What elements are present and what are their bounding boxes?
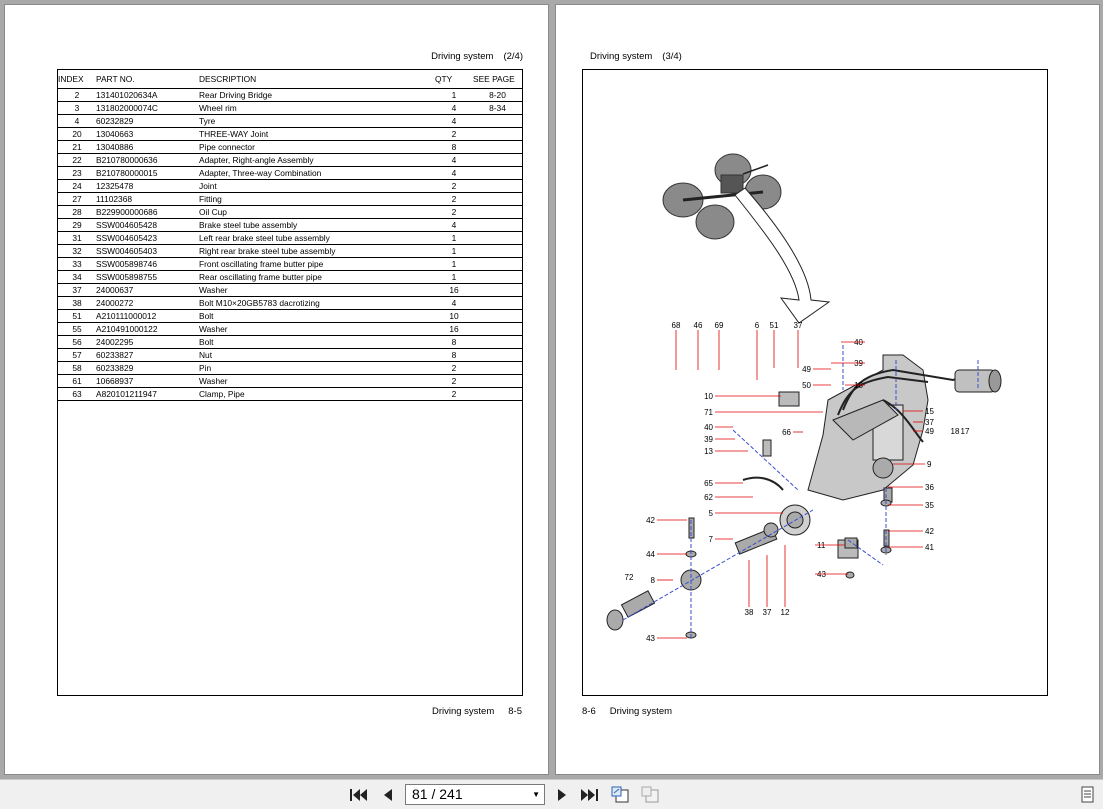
qty-cell: 16 [435, 284, 473, 297]
callout-label: 6 [754, 321, 760, 330]
first-page-button[interactable] [347, 785, 369, 805]
callout-72 [625, 573, 634, 582]
qty-cell: 2 [435, 128, 473, 141]
callout-label: 71 [704, 408, 713, 417]
see-page-cell [473, 128, 522, 141]
callout-label: 36 [925, 483, 934, 492]
qty-cell: 1 [435, 245, 473, 258]
qty-cell: 8 [435, 336, 473, 349]
table-row [58, 115, 522, 128]
see-page-cell [473, 362, 522, 375]
index-cell: 56 [58, 336, 96, 349]
index-cell: 34 [58, 271, 96, 284]
page-number-field[interactable] [405, 784, 545, 805]
part-no-cell: 12325478 [96, 180, 199, 193]
callout-label: 18 [950, 427, 960, 436]
table-row [58, 271, 522, 284]
table-row [58, 180, 522, 193]
table-row [58, 154, 522, 167]
document-properties-button[interactable] [1077, 785, 1099, 805]
callout-label: 15 [925, 407, 934, 416]
callout-49 [802, 365, 831, 374]
description-cell: Oil Cup [199, 206, 435, 219]
callout-label: 42 [925, 527, 934, 536]
table-row [58, 141, 522, 154]
callout-12 [781, 545, 790, 617]
callout-label: 49 [802, 365, 811, 374]
part-no-cell: 11102368 [96, 193, 199, 206]
column-header-description: DESCRIPTION [199, 70, 435, 89]
document-icon [1081, 786, 1095, 804]
see-page-cell [473, 193, 522, 206]
part-no-cell: SSW005898746 [96, 258, 199, 271]
description-cell: Bolt [199, 310, 435, 323]
viewer-toolbar [0, 779, 1103, 809]
callout-43 [815, 570, 848, 579]
callout-label: 69 [714, 321, 724, 330]
see-page-cell [473, 297, 522, 310]
callout-label: 40 [704, 423, 713, 432]
see-page-cell [473, 245, 522, 258]
page-header [590, 51, 682, 62]
callout-label: 41 [925, 543, 934, 552]
description-cell: Front oscillating frame butter pipe [199, 258, 435, 271]
footer-title: Driving system [609, 706, 673, 717]
index-cell: 63 [58, 388, 96, 401]
callout-38 [745, 560, 754, 617]
index-cell: 31 [58, 232, 96, 245]
table-row [58, 336, 522, 349]
see-page-cell [473, 167, 522, 180]
see-page-cell [473, 388, 522, 401]
index-cell: 38 [58, 297, 96, 310]
previous-page-icon [381, 787, 395, 803]
part-no-cell: SSW005898755 [96, 271, 199, 284]
parts-table-frame [57, 69, 523, 696]
see-page-cell [473, 284, 522, 297]
table-header-row [58, 70, 522, 89]
callout-42 [888, 527, 934, 536]
part-no-cell: A820101211947 [96, 388, 199, 401]
index-cell: 4 [58, 115, 96, 128]
callout-label: 5 [708, 509, 713, 518]
callout-50 [802, 381, 831, 390]
callout-label: 10 [704, 392, 713, 401]
callout-label: 66 [782, 428, 791, 437]
chevron-down-icon: ▼ [532, 790, 540, 799]
see-page-cell [473, 206, 522, 219]
two-page-view-icon [640, 786, 660, 804]
page-footer [432, 706, 522, 717]
qty-cell: 4 [435, 154, 473, 167]
table-row [58, 167, 522, 180]
callout-label: 35 [925, 501, 934, 510]
part-no-cell: 60233827 [96, 349, 199, 362]
header-page: (3/4) [662, 51, 682, 62]
description-cell: Fitting [199, 193, 435, 206]
qty-cell: 1 [435, 258, 473, 271]
description-cell: Pin [199, 362, 435, 375]
table-row [58, 362, 522, 375]
qty-cell: 4 [435, 102, 473, 115]
description-cell: Bolt [199, 336, 435, 349]
part-no-cell: 60233829 [96, 362, 199, 375]
header-page: (2/4) [503, 51, 523, 62]
index-cell: 33 [58, 258, 96, 271]
description-cell: Joint [199, 180, 435, 193]
table-row [58, 310, 522, 323]
description-cell: Washer [199, 323, 435, 336]
part-no-cell: 131401020634A [96, 89, 199, 102]
fit-page-icon [610, 786, 630, 804]
callout-41 [888, 543, 934, 552]
right-page [555, 4, 1100, 775]
callout-label: 12 [780, 608, 790, 617]
callout-7 [709, 535, 733, 544]
callout-label: 37 [762, 608, 772, 617]
table-row [58, 245, 522, 258]
table-row [58, 284, 522, 297]
qty-cell: 4 [435, 115, 473, 128]
fitting-assembly [763, 392, 799, 456]
fit-page-button[interactable] [609, 785, 631, 805]
direction-arrow [735, 188, 829, 323]
description-cell: Tyre [199, 115, 435, 128]
callout-71 [704, 408, 823, 417]
qty-cell: 10 [435, 310, 473, 323]
qty-cell: 4 [435, 219, 473, 232]
description-cell: Washer [199, 375, 435, 388]
index-cell: 20 [58, 128, 96, 141]
callout-40 [704, 423, 733, 432]
callout-39 [704, 435, 735, 444]
exploded-diagram-frame [582, 69, 1048, 696]
part-no-cell: B229900000686 [96, 206, 199, 219]
callout-62 [704, 493, 753, 502]
index-cell: 57 [58, 349, 96, 362]
qty-cell: 1 [435, 89, 473, 102]
footer-page: 8-5 [508, 706, 522, 717]
part-no-cell: 13040886 [96, 141, 199, 154]
see-page-cell [473, 219, 522, 232]
index-cell: 32 [58, 245, 96, 258]
index-cell: 21 [58, 141, 96, 154]
index-cell: 2 [58, 89, 96, 102]
part-no-cell: A210491000122 [96, 323, 199, 336]
page-header [5, 51, 523, 62]
description-cell: Washer [199, 284, 435, 297]
qty-cell: 2 [435, 193, 473, 206]
index-cell: 37 [58, 284, 96, 297]
index-cell: 24 [58, 180, 96, 193]
part-no-cell: SSW004605423 [96, 232, 199, 245]
description-cell: Rear oscillating frame butter pipe [199, 271, 435, 284]
callout-label: 7 [708, 535, 713, 544]
callout-label: 44 [646, 550, 655, 559]
index-cell: 3 [58, 102, 96, 115]
header-title: Driving system [590, 51, 653, 62]
callout-label: 11 [817, 541, 826, 550]
callout-label: 18 [854, 381, 863, 390]
callout-label: 37 [925, 418, 934, 427]
description-cell: Clamp, Pipe [199, 388, 435, 401]
description-cell: Adapter, Right-angle Assembly [199, 154, 435, 167]
last-page-button[interactable] [579, 785, 601, 805]
first-page-icon [348, 787, 368, 803]
qty-cell: 2 [435, 388, 473, 401]
part-no-cell: B210780000636 [96, 154, 199, 167]
callout-43 [646, 634, 687, 643]
index-cell: 55 [58, 323, 96, 336]
next-page-button[interactable] [551, 785, 573, 805]
footer-title: Driving system [431, 706, 495, 717]
callout-label: 43 [817, 570, 826, 579]
callout-label: 65 [704, 479, 713, 488]
part-no-cell: 24000272 [96, 297, 199, 310]
qty-cell: 2 [435, 206, 473, 219]
qty-cell: 4 [435, 297, 473, 310]
callout-13 [704, 447, 748, 456]
callout-69 [715, 321, 724, 370]
part-no-cell: 131802000074C [96, 102, 199, 115]
callout-18 [951, 427, 960, 436]
callout-label: 68 [671, 321, 681, 330]
callout-10 [704, 392, 781, 401]
table-row [58, 297, 522, 310]
callout-65 [704, 479, 743, 488]
callout-label: 13 [704, 447, 713, 456]
last-page-icon [580, 787, 600, 803]
part-no-cell: A210111000012 [96, 310, 199, 323]
index-cell: 27 [58, 193, 96, 206]
description-cell: Nut [199, 349, 435, 362]
qty-cell: 2 [435, 375, 473, 388]
callout-36 [888, 483, 934, 492]
table-row [58, 193, 522, 206]
callout-40 [841, 338, 865, 347]
see-page-cell [473, 310, 522, 323]
index-cell: 23 [58, 167, 96, 180]
callout-label: 42 [646, 516, 655, 525]
see-page-cell [473, 141, 522, 154]
part-no-cell: 24002295 [96, 336, 199, 349]
callout-6 [755, 321, 760, 380]
column-header-part-no: PART NO. [96, 70, 199, 89]
see-page-cell [473, 349, 522, 362]
callout-39 [831, 359, 865, 368]
description-cell: Wheel rim [199, 102, 435, 115]
qty-cell: 16 [435, 323, 473, 336]
qty-cell: 8 [435, 141, 473, 154]
table-row [58, 323, 522, 336]
column-header-see-page: SEE PAGE [473, 70, 522, 89]
previous-page-button[interactable] [377, 785, 399, 805]
table-row [58, 102, 522, 115]
two-page-view-button[interactable] [639, 785, 661, 805]
qty-cell: 4 [435, 167, 473, 180]
exploded-diagram [583, 70, 1047, 695]
description-cell: Left rear brake steel tube assembly [199, 232, 435, 245]
table-row [58, 219, 522, 232]
callout-label: 40 [854, 338, 863, 347]
qty-cell: 2 [435, 362, 473, 375]
index-cell: 29 [58, 219, 96, 232]
see-page-cell [473, 258, 522, 271]
see-page-cell [473, 323, 522, 336]
callout-37 [763, 555, 772, 617]
callout-68 [672, 321, 681, 370]
page-footer [582, 706, 672, 717]
callout-17 [961, 427, 970, 436]
callout-label: 62 [704, 493, 713, 502]
callout-label: 43 [646, 634, 655, 643]
table-row [58, 232, 522, 245]
callout-66 [782, 428, 803, 437]
qty-cell: 1 [435, 271, 473, 284]
part-no-cell: SSW004605428 [96, 219, 199, 232]
table-row [58, 258, 522, 271]
part-no-cell: 10668937 [96, 375, 199, 388]
part-no-cell: 60232829 [96, 115, 199, 128]
see-page-cell: 8-34 [473, 102, 522, 115]
index-cell: 22 [58, 154, 96, 167]
description-cell: Brake steel tube assembly [199, 219, 435, 232]
see-page-cell [473, 154, 522, 167]
callout-label: 39 [704, 435, 713, 444]
see-page-cell [473, 180, 522, 193]
table-row [58, 128, 522, 141]
footer-page: 8-6 [582, 706, 596, 717]
description-cell: Right rear brake steel tube assembly [199, 245, 435, 258]
qty-cell: 1 [435, 232, 473, 245]
description-cell: Pipe connector [199, 141, 435, 154]
callout-label: 49 [925, 427, 934, 436]
next-page-icon [555, 787, 569, 803]
table-row [58, 388, 522, 401]
index-cell: 51 [58, 310, 96, 323]
index-cell: 28 [58, 206, 96, 219]
callout-44 [646, 550, 687, 559]
part-no-cell: 13040663 [96, 128, 199, 141]
qty-cell: 2 [435, 180, 473, 193]
callout-label: 50 [802, 381, 811, 390]
see-page-cell [473, 336, 522, 349]
see-page-cell [473, 271, 522, 284]
part-no-cell: B210780000015 [96, 167, 199, 180]
parts-table [58, 70, 522, 401]
callout-label: 37 [793, 321, 803, 330]
callout-8 [651, 576, 673, 585]
table-row [58, 349, 522, 362]
callout-37 [794, 321, 803, 368]
callout-46 [694, 321, 703, 370]
see-page-cell [473, 115, 522, 128]
see-page-cell [473, 232, 522, 245]
index-cell: 58 [58, 362, 96, 375]
description-cell: THREE-WAY Joint [199, 128, 435, 141]
table-row [58, 375, 522, 388]
callout-51 [770, 321, 779, 368]
see-page-cell [473, 375, 522, 388]
description-cell: Adapter, Three-way Combination [199, 167, 435, 180]
callout-label: 51 [769, 321, 779, 330]
table-row [58, 206, 522, 219]
header-title: Driving system [431, 51, 494, 62]
callout-35 [888, 501, 934, 510]
left-page [4, 4, 549, 775]
callout-label: 8 [650, 576, 655, 585]
qty-cell: 8 [435, 349, 473, 362]
index-cell: 61 [58, 375, 96, 388]
see-page-cell: 8-20 [473, 89, 522, 102]
callout-label: 9 [927, 460, 932, 469]
callout-label: 72 [624, 573, 634, 582]
column-header-index: INDEX [58, 70, 96, 89]
parts-table-body [58, 89, 522, 401]
callout-label: 17 [960, 427, 970, 436]
description-cell: Rear Driving Bridge [199, 89, 435, 102]
column-header-qty: QTY [435, 70, 473, 89]
part-no-cell: SSW004605403 [96, 245, 199, 258]
description-cell: Bolt M10×20GB5783 dacrotizing [199, 297, 435, 310]
callout-label: 38 [744, 608, 754, 617]
table-row [58, 89, 522, 102]
callout-5 [709, 509, 783, 518]
page-indicator: 81 / 241 [412, 786, 463, 802]
part-no-cell: 24000637 [96, 284, 199, 297]
callout-42 [646, 516, 687, 525]
callout-label: 39 [854, 359, 863, 368]
callout-label: 46 [693, 321, 703, 330]
